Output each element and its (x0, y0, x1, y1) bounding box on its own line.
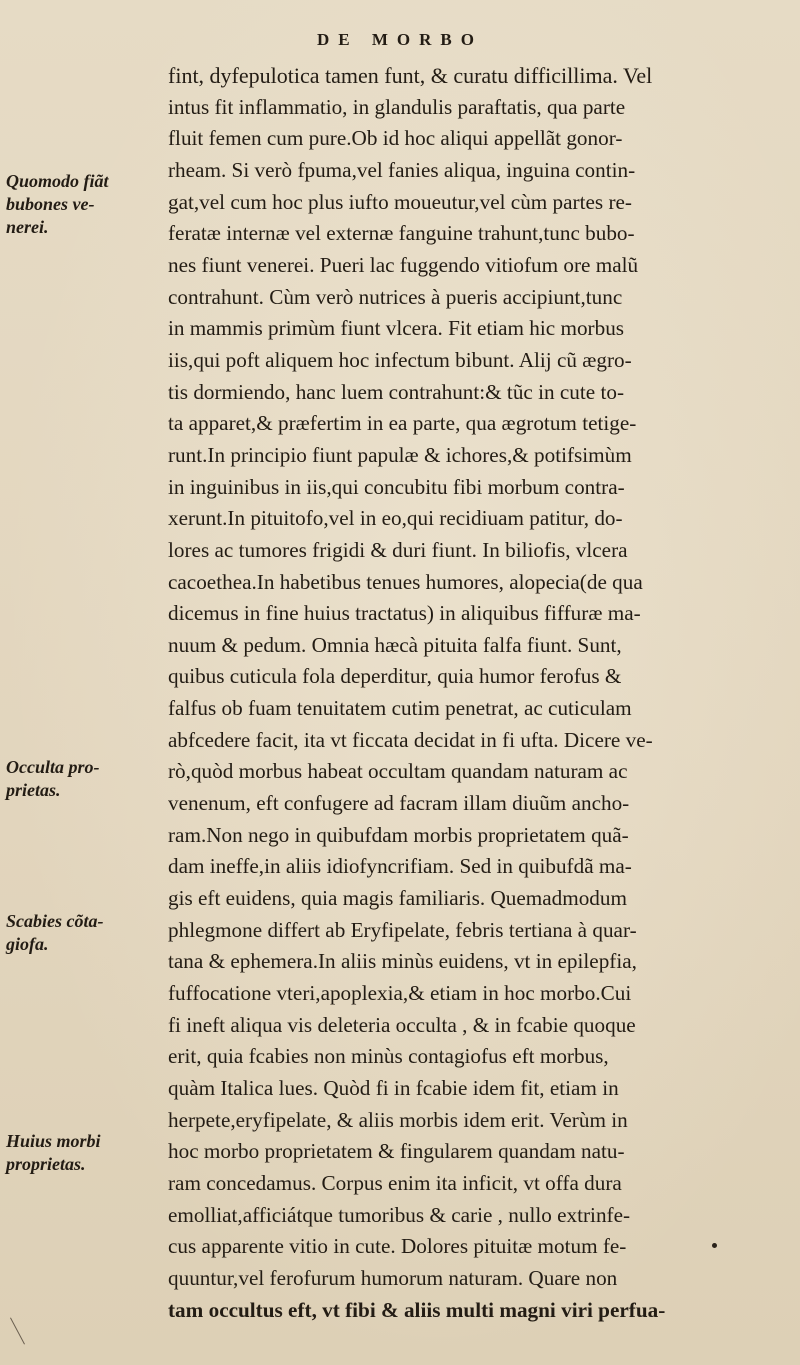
text-line: in mammis primùm fiunt vlcera. Fit etiam hic morbus (168, 316, 625, 341)
text-line: herpete,eryfipelate, & aliis morbis idem erit. Verùm in (168, 1107, 628, 1132)
text-line: dam ineffe,in aliis idiofyncrifiam. Sed in quibufdã ma- (168, 854, 632, 879)
text-line: fi ineft aliqua vis deleteria occulta , & in fcabie quoque (168, 1012, 636, 1037)
text-line: in inguinibus in iis,qui concubitu fibi morbum contra- (168, 474, 625, 499)
text-line: tana & ephemera.In aliis minùs euidens, vt in epilepfia, (168, 949, 637, 974)
text-line: venenum, eft confugere ad facram illam diuũm ancho- (168, 791, 630, 816)
text-line: gis eft euidens, quia magis familiaris. Quemadmodum (168, 886, 627, 911)
margin-note-occulta (6, 756, 154, 802)
text-line: tis dormiendo, hanc luem contrahunt:& tũc in cute to- (168, 379, 625, 404)
margin-note-line: Quomodo fiãt (6, 171, 109, 191)
margin-note-line: bubones ve- (6, 194, 95, 214)
text-line: fuffocatione vteri,apoplexia,& etiam in hoc morbo.Cui (168, 981, 632, 1006)
text-line: cacoethea.In habetibus tenues humores, alopecia(de qua (168, 569, 643, 594)
text-line: cus apparente vitio in cute. Dolores pituitæ motum fe- (168, 1234, 627, 1259)
text-line: lores ac tumores frigidi & duri fiunt. In biliofis, vlcera (168, 537, 628, 562)
margin-note-proprietas (6, 1130, 154, 1176)
text-line: iis,qui poft aliquem hoc infectum bibunt. Alij cũ ægro- (168, 347, 632, 372)
margin-note-line: Scabies cõta- (6, 911, 104, 931)
text-line: nes fiunt venerei. Pueri lac fuggendo vitiofum ore malũ (168, 252, 639, 277)
text-line: nuum & pedum. Omnia hæcà pituita falfa fiunt. Sunt, (168, 632, 622, 657)
margin-note-line: prietas. (6, 780, 61, 800)
margin-note-line: proprietas. (6, 1154, 86, 1174)
text-line: intus fit inflammatio, in glandulis paraftatis, qua parte (168, 94, 626, 119)
text-line: xerunt.In pituitofo,vel in eo,qui recidiuam patitur, do- (168, 506, 623, 531)
text-line: gat,vel cum hoc plus iufto moueutur,vel cùm partes re- (168, 189, 632, 214)
text-line: ta apparet,& præfertim in ea parte, qua ægrotum tetige- (168, 411, 637, 436)
margin-note-bubones (6, 170, 154, 239)
text-line: abfcedere facit, ita vt ficcata decidat in fi ufta. Dicere ve- (168, 727, 653, 752)
ink-dot (712, 1243, 717, 1248)
text-line: feratæ internæ vel externæ fanguine trahunt,tunc bubo- (168, 221, 635, 246)
text-line: ram concedamus. Corpus enim ita inficit, vt offa dura (168, 1170, 622, 1195)
text-line: rheam. Si verò fpuma,vel fanies aliqua, inguina contin- (168, 157, 636, 182)
text-line: falfus ob fuam tenuitatem cutim penetrat, ac cuticulam (168, 696, 632, 721)
text-line: tam occultus eft, vt fibi & aliis multi magni viri perfua- (168, 1297, 666, 1322)
text-line: dicemus in fine huius tractatus) in aliquibus fiffuræ ma- (168, 601, 641, 626)
text-line: rò,quòd morbus habeat occultam quandam naturam ac (168, 759, 628, 784)
text-line: hoc morbo proprietatem & fingularem quandam natu- (168, 1139, 625, 1164)
running-head: DE MORBO (317, 30, 483, 49)
text-line: ram.Non nego in quibufdam morbis proprietatem quã- (168, 822, 629, 847)
text-line: fint, dyfepulotica tamen funt, & curatu difficillima. Vel (168, 63, 653, 88)
margin-note-line: nerei. (6, 217, 49, 237)
text-line: erit, quia fcabies non minùs contagiofus eft morbus, (168, 1044, 609, 1069)
text-line: contrahunt. Cùm verò nutrices à pueris accipiunt,tunc (168, 284, 623, 309)
margin-note-scabies (6, 910, 154, 956)
body-text (168, 60, 780, 1326)
margin-note-line: Occulta pro- (6, 757, 100, 777)
paper-mark (10, 1311, 37, 1345)
text-line: quibus cuticula fola deperditur, quia humor ferofus & (168, 664, 622, 689)
margin-note-line: Huius morbi (6, 1131, 101, 1151)
margin-note-line: giofa. (6, 934, 49, 954)
text-line: runt.In principio fiunt papulæ & ichores,& potifsimùm (168, 442, 632, 467)
text-line: quuntur,vel ferofurum humorum naturam. Quare non (168, 1265, 618, 1290)
text-line: emolliat,afficiátque tumoribus & carie , nullo extrinfe- (168, 1202, 631, 1227)
text-line: fluit femen cum pure.Ob id hoc aliqui appellãt gonor- (168, 126, 623, 151)
text-line: phlegmone differt ab Eryfipelate, febris tertiana à quar- (168, 917, 637, 942)
text-line: quàm Italica lues. Quòd fi in fcabie idem fit, etiam in (168, 1076, 619, 1100)
